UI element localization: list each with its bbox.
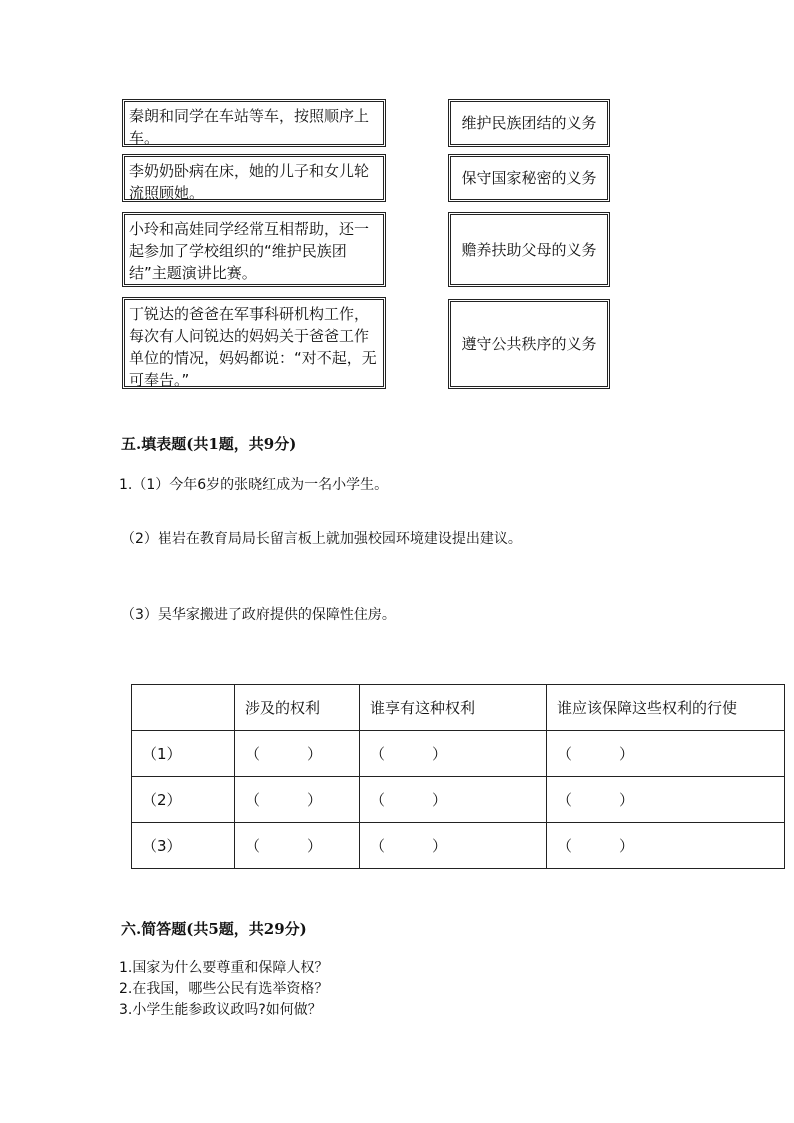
- section6-q1: 1.国家为什么要尊重和保障人权？: [119, 960, 329, 976]
- match-left-1: 秦朗和同学在车站等车，按照顺序上车。: [122, 99, 386, 147]
- rights-table: [131, 684, 785, 869]
- match-right-1: 维护民族团结的义务: [448, 99, 610, 147]
- table-header-cell: 涉及的权利: [235, 685, 360, 731]
- blank-cell: （ ）: [360, 731, 547, 777]
- section6-q2: 2.在我国，哪些公民有选举资格？: [119, 981, 329, 997]
- blank-cell: （ ）: [360, 823, 547, 869]
- row-label: （1）: [132, 731, 235, 777]
- section5-q3: （3）吴华家搬进了政府提供的保障性住房。: [121, 607, 396, 623]
- match-right-3: 赡养扶助父母的义务: [448, 212, 610, 287]
- match-right-4: 遵守公共秩序的义务: [448, 299, 610, 389]
- table-row: [132, 731, 785, 777]
- table-row: [132, 823, 785, 869]
- table-header-cell: [132, 685, 235, 731]
- row-label: （2）: [132, 777, 235, 823]
- blank-cell: （ ）: [235, 823, 360, 869]
- section6-title: 六.简答题(共5题，共29分): [121, 920, 307, 938]
- table-header-cell: 谁应该保障这些权利的行使: [547, 685, 785, 731]
- blank-cell: （ ）: [547, 731, 785, 777]
- match-left-2: 李奶奶卧病在床，她的儿子和女儿轮流照顾她。: [122, 154, 386, 202]
- match-right-2: 保守国家秘密的义务: [448, 154, 610, 202]
- match-left-4: 丁锐达的爸爸在军事科研机构工作，每次有人问锐达的妈妈关于爸爸工作单位的情况，妈妈都说：“对不起，无可奉告。”: [122, 297, 386, 389]
- section5-title: 五.填表题(共1题，共9分): [121, 435, 297, 453]
- section5-q1: 1.（1）今年6岁的张晓红成为一名小学生。: [119, 477, 389, 493]
- row-label: （3）: [132, 823, 235, 869]
- match-left-3: 小玲和高娃同学经常互相帮助，还一起参加了学校组织的“维护民族团结”主题演讲比赛。: [122, 212, 386, 287]
- blank-cell: （ ）: [360, 777, 547, 823]
- table-header-row: [132, 685, 785, 731]
- blank-cell: （ ）: [547, 823, 785, 869]
- table-header-cell: 谁享有这种权利: [360, 685, 547, 731]
- section5-q2: （2）崔岩在教育局局长留言板上就加强校园环境建设提出建议。: [121, 531, 522, 547]
- blank-cell: （ ）: [235, 731, 360, 777]
- table-row: [132, 777, 785, 823]
- blank-cell: （ ）: [235, 777, 360, 823]
- section6-q3: 3.小学生能参政议政吗?如何做？: [119, 1002, 322, 1018]
- blank-cell: （ ）: [547, 777, 785, 823]
